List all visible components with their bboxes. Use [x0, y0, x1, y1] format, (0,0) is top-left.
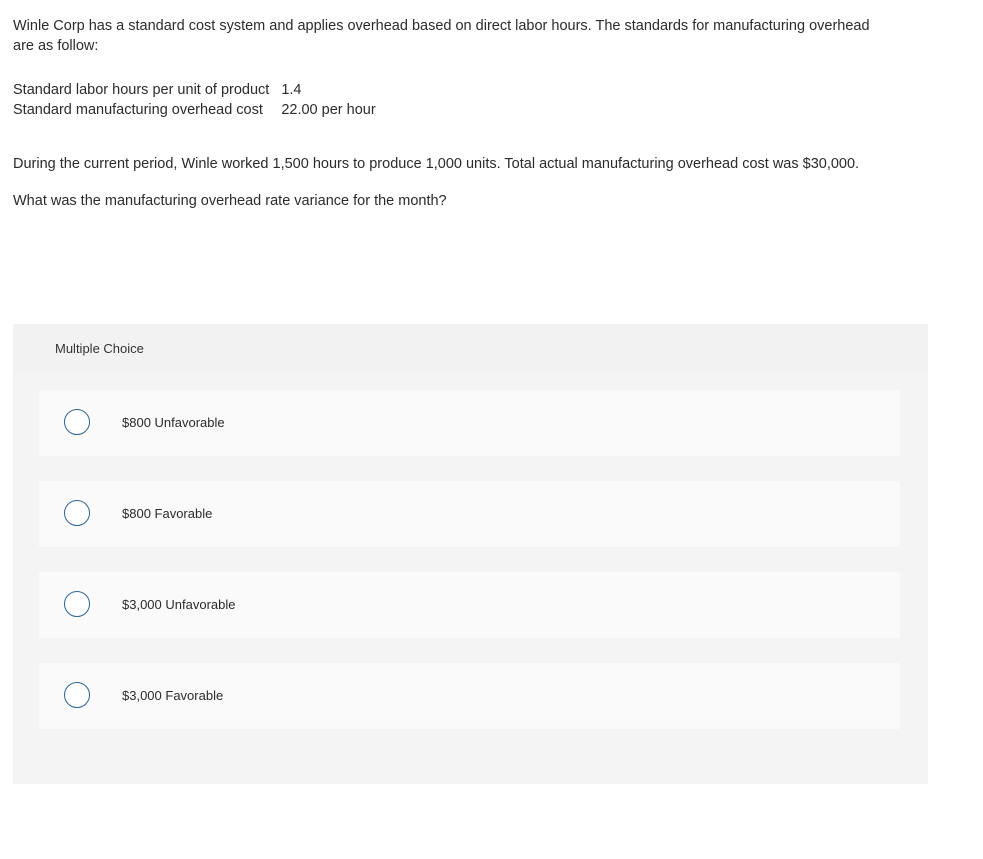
choice-label: $3,000 Unfavorable [122, 597, 236, 612]
standard-value: 1.4 [281, 82, 302, 98]
standard-label: Standard manufacturing overhead cost [13, 102, 263, 118]
question-intro: Winle Corp has a standard cost system and applies overhead based on direct labor hours. The standards for manufacturing overhead are as follow: [13, 18, 870, 54]
choice-label: $3,000 Favorable [122, 688, 224, 703]
standard-value: 22.00 per hour [281, 102, 376, 118]
choice-option-2[interactable] [39, 481, 900, 547]
choice-label: $800 Unfavorable [122, 415, 225, 430]
radio-button-icon[interactable] [64, 409, 90, 435]
choice-label: $800 Favorable [122, 506, 213, 521]
standards-table [13, 80, 376, 120]
radio-button-icon[interactable] [64, 591, 90, 617]
radio-button-icon[interactable] [64, 500, 90, 526]
standard-label: Standard labor hours per unit of product [13, 82, 270, 98]
standards-row [13, 100, 376, 120]
choice-option-3[interactable] [39, 572, 900, 638]
choice-option-1[interactable] [39, 390, 900, 456]
choice-option-4[interactable] [39, 663, 900, 729]
period-description: During the current period, Winle worked 1,500 hours to produce 1,000 units. Total actual manufacturing overhead cost was $30,000. [13, 156, 860, 172]
standards-row [13, 80, 376, 100]
multiple-choice-header: Multiple Choice [13, 324, 928, 374]
question-prompt: What was the manufacturing overhead rate variance for the month? [13, 193, 447, 209]
question-block [13, 16, 893, 211]
multiple-choice-panel [13, 324, 928, 784]
radio-button-icon[interactable] [64, 682, 90, 708]
